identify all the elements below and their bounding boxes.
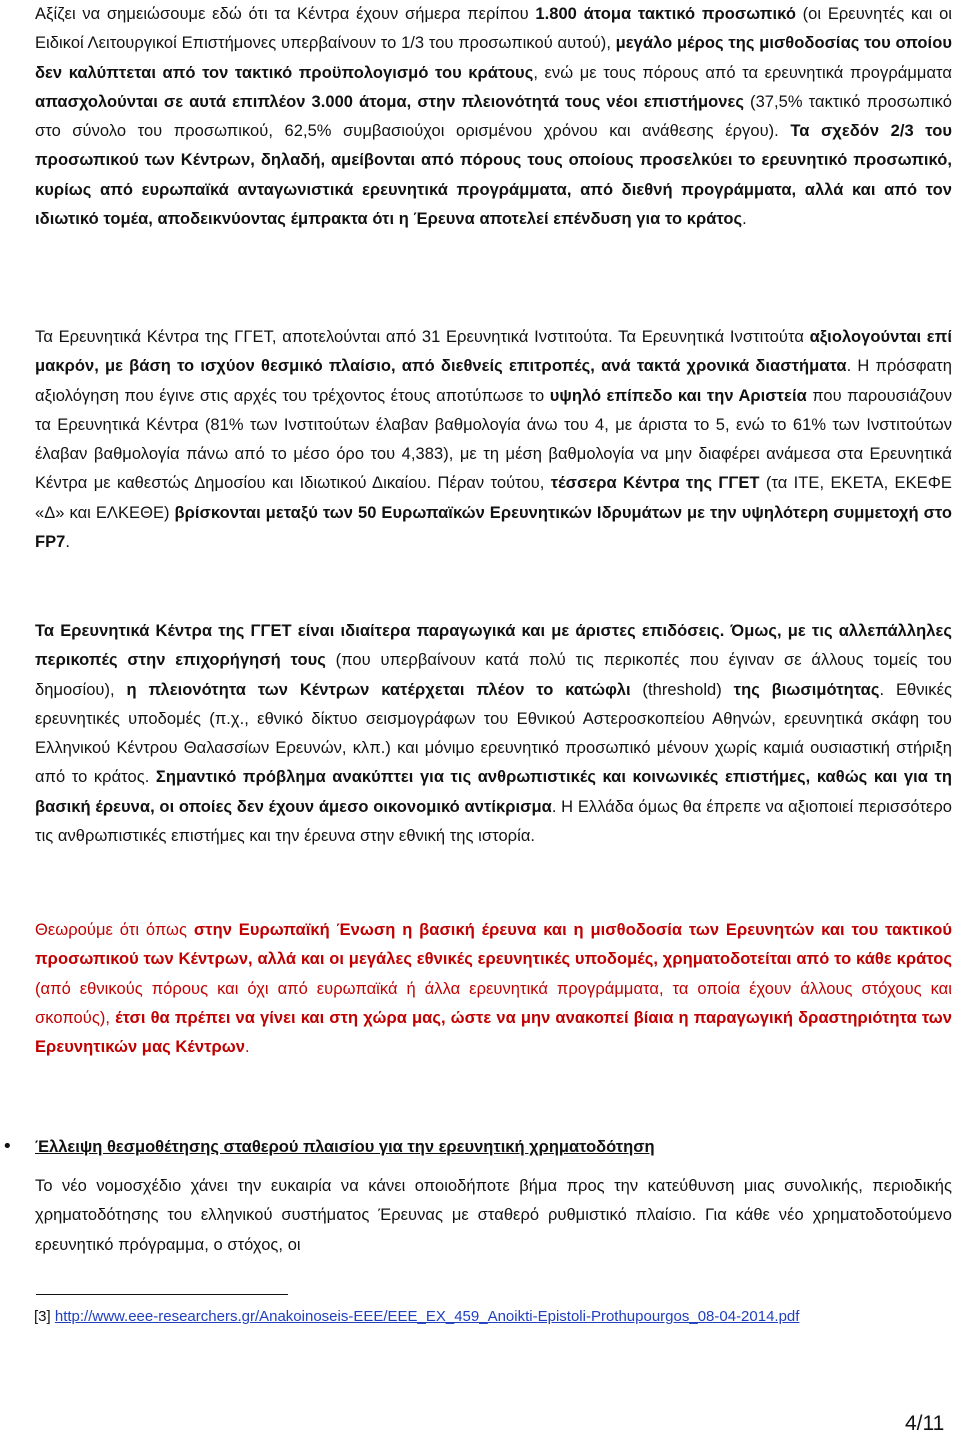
footnote-marker: [3] bbox=[34, 1308, 51, 1325]
text-span: . bbox=[65, 533, 71, 552]
bold-span: τέσσερα Κέντρα της ΓΓΕΤ bbox=[550, 474, 760, 493]
bold-span: στην Ευρωπαϊκή Ένωση η βασική έρευνα και η μισθοδοσία των Ερευνητών και του τακτικού προσωπικού των Κέντρων, αλλά και οι μεγάλες εθνικές ερευνητικές υποδομές, χρηματοδοτείται από το κάθε κράτος bbox=[35, 921, 953, 969]
section-heading: Έλλειψη θεσμοθέτησης σταθερού πλαισίου για την ερευνητική χρηματοδότηση bbox=[35, 1138, 655, 1156]
footnote-divider bbox=[36, 1294, 288, 1295]
text-span: (από εθνικούς πόρους και όχι από ευρωπαϊκά ή άλλα ερευνητικά προγράμματα, τα οποία έχουν άλλους στόχους και σκοπούς), bbox=[35, 979, 952, 1027]
text-span: . bbox=[244, 1038, 250, 1057]
bold-span: 1.800 άτομα τακτικό προσωπικό bbox=[535, 5, 796, 23]
bold-span: υψηλό επίπεδο και την Αριστεία bbox=[549, 386, 807, 405]
text-span: Θεωρούμε ότι όπως bbox=[35, 921, 194, 939]
bold-span: απασχολούνται σε αυτά επιπλέον 3.000 άτομα, στην πλειονότητά τους νέοι επιστήμονες bbox=[35, 92, 745, 111]
footnote-link[interactable]: http://www.eee-researchers.gr/Anakoinoseis-EEE/EEE_EX_459_Anoikti-Epistoli-Prothupourgos_08-04-2014.pdf bbox=[54, 1308, 800, 1325]
text-span: (37,5% τακτικό προσωπικό στο σύνολο του προσωπικού, 62,5% συμβασιούχοι ορισμένου χρόνου και ανάθεσης έργου). bbox=[35, 92, 953, 141]
bold-span: Σημαντικό πρόβλημα ανακύπτει για τις ανθρωπιστικές και κοινωνικές επιστήμες, καθώς και για τη βασική έρευνα, οι οποίες δεν έχουν άμεσο οικονομικό αντίκρισμα bbox=[35, 768, 952, 816]
bold-span: της βιωσιμότητας bbox=[733, 680, 880, 699]
paragraph-proposal bbox=[35, 916, 952, 1062]
text-span: , ενώ με τους πόρους από τα ερευνητικά προγράμματα bbox=[533, 63, 952, 82]
text-span: . Η Ελλάδα όμως θα έπρεπε να αξιοποιεί περισσότερο τις ανθρωπιστικές επιστήμες και την έρευνα στην εθνική της ιστορία. bbox=[35, 797, 952, 846]
paragraph-productivity bbox=[35, 617, 952, 851]
text-span: . bbox=[742, 210, 747, 229]
text-span: Τα Ερευνητικά Κέντρα της ΓΓΕΤ, αποτελούνται από 31 Ερευνητικά Ινστιτούτα. Τα Ερευνητικά Ινστιτούτα bbox=[35, 328, 810, 346]
paragraph-funding: Το νέο νομοσχέδιο χάνει την ευκαιρία να κάνει οποιοδήποτε βήμα προς την κατεύθυνση μιας συνολικής, περιοδικής χρηματοδότησης του ελληνικού συστήματος Έρευνας με σταθερό ρυθμιστικό πλαίσιο. Για κάθε νέο χρηματοδοτούμενο ερευνητικό πρόγραμμα, ο στόχος, οι bbox=[35, 1177, 952, 1254]
text-span: που παρουσιάζουν τα Ερευνητικά Κέντρα (81% των Ινστιτούτων έλαβαν βαθμολογία άνω του 4, με άριστα το 5, ενώ το 61% των Ινστιτούτων έλαβαν βαθμολογία πάνω από το μέσο όρο του 4,383), με τη μέση βαθμολογία να μην διαφέρει ανάμεσα στα Ερευνητικά Κέντρα με καθεστώς Δημοσίου και Ιδιωτικού Δικαίου. Πέραν τούτου, bbox=[35, 386, 953, 493]
bold-span: η πλειονότητα των Κέντρων κατέρχεται πλέον το κατώφλι bbox=[126, 680, 631, 699]
paragraph-institutes bbox=[35, 323, 952, 557]
bold-span: μεγάλο μέρος της μισθοδοσίας του οποίου δεν καλύπτεται από τον τακτικό προϋπολογισμό του κράτους bbox=[35, 34, 952, 82]
bold-span: αξιολογούνται επί μακρόν, με βάση το ισχύον θεσμικό πλαίσιο, από διεθνείς επιτροπές, ανά τακτά χρονικά διαστήματα bbox=[35, 328, 952, 376]
text-span: . Εθνικές ερευνητικές υποδομές (π.χ., εθνικό δίκτυο σεισμογράφων του Εθνικού Αστεροσκοπείου Αθηνών, ερευνητικά σκάφη του Ελληνικού Κέντρου Θαλασσίων Ερευνών, κλπ.) και μόνιμο ερευνητικό προσωπικό μένουν χωρίς καμιά ουσιαστική στήριξη από το κράτος. bbox=[35, 680, 952, 787]
paragraph-staff bbox=[35, 0, 952, 234]
bold-span: έτσι θα πρέπει να γίνει και στη χώρα μας, ώστε να μην ανακοπεί βίαια η παραγωγική δραστηριότητα των Ερευνητικών μας Κέντρων bbox=[35, 1008, 953, 1057]
bold-span: Τα Ερευνητικά Κέντρα της ΓΓΕΤ είναι ιδιαίτερα παραγωγικά και με άριστες επιδόσεις. Όμως, με τις αλλεπάλληλες περικοπές στην επιχορήγησή τους bbox=[35, 622, 952, 670]
bold-span: βρίσκονται μεταξύ των 50 Ευρωπαϊκών Ερευνητικών Ιδρυμάτων με την υψηλότερη συμμετοχή στο FP7 bbox=[35, 503, 953, 552]
text-span: (threshold) bbox=[630, 680, 734, 699]
text-span: (που υπερβαίνουν κατά πολύ τις περικοπές που έγιναν σε άλλους τομείς του δημοσίου), bbox=[35, 651, 953, 699]
bullet-item bbox=[0, 1133, 960, 1163]
bullet-icon: • bbox=[2, 1136, 13, 1157]
text-span: . Η πρόσφατη αξιολόγηση που έγινε στις αρχές του τρέχοντος έτους αποτύπωσε το bbox=[35, 357, 952, 405]
bold-span: Τα σχεδόν 2/3 του προσωπικού των Κέντρων, δηλαδή, αμείβονται από πόρους τους οποίους προσελκύει το ερευνητικό προσωπικό, κυρίως από ευρωπαϊκά ανταγωνιστικά ερευνητικά προγράμματα, από διεθνή προγράμματα, αλλά και από τον ιδιωτικό τομέα, αποδεικνύοντας έμπρακτα ότι η Έρευνα αποτελεί επένδυση για το κράτος bbox=[35, 122, 952, 229]
footnote bbox=[34, 1305, 799, 1329]
page-number: 4/11 bbox=[905, 1412, 945, 1435]
text-span: (οι Ερευνητές και οι Ειδικοί Λειτουργικοί Επιστήμονες υπερβαίνουν το 1/3 του προσωπικού αυτού), bbox=[35, 5, 953, 53]
text-span: Αξίζει να σημειώσουμε εδώ ότι τα Κέντρα έχουν σήμερα περίπου bbox=[35, 5, 536, 23]
text-span: (τα ΙΤΕ, ΕΚΕΤΑ, ΕΚΕΦΕ «Δ» και ΕΛΚΕΘΕ) bbox=[35, 474, 952, 522]
